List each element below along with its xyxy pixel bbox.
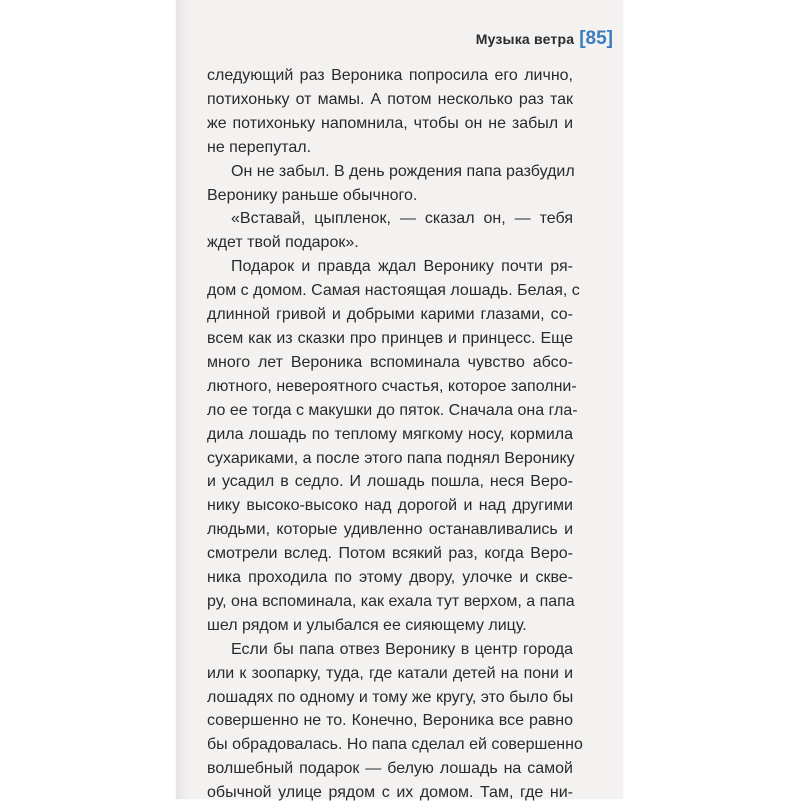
text-line: или к зоопарку, туда, где катали детей на пони и: [207, 664, 573, 682]
text-line: бы обрадовалась. Но папа сделал ей совершенно: [207, 736, 583, 754]
chapter-title: Музыка ветра: [475, 31, 575, 47]
text-line: сухариками, а после этого папа поднял Веронику: [207, 449, 575, 467]
page-number-value: 85: [585, 28, 607, 49]
text-line: волшебный подарок — белую лошадь на самой: [207, 760, 573, 778]
text-line: не перепутал.: [207, 138, 312, 156]
text-line: «Вставай, цыпленок, — сказал он, — тебя: [231, 210, 573, 228]
text-line: много лет Вероника вспоминала чувство абсо-: [207, 353, 573, 371]
running-header: [476, 28, 613, 50]
text-line: смотрели вслед. Потом всякий раз, когда Веро-: [207, 545, 573, 563]
text-line: всем как из сказки про принцев и принцесс. Еще: [207, 329, 573, 347]
text-line: совершенно не то. Конечно, Вероника все равно: [207, 712, 573, 730]
text-line: ждет твой подарок».: [207, 234, 359, 252]
text-line: следующий раз Вероника попросила его лично,: [207, 67, 573, 84]
text-line: нику высоко-высоко над дорогой и над другими: [207, 497, 573, 515]
text-line: же потихоньку напомнила, чтобы он не забыл и: [207, 114, 573, 132]
text-line: Он не забыл. В день рождения папа разбудил: [231, 162, 575, 180]
text-line: Подарок и правда ждал Веронику почти ря-: [231, 258, 573, 276]
text-line: ника проходила по этому двору, улочке и скве-: [207, 569, 573, 587]
text-line: дила лошадь по теплому мягкому носу, кормила: [207, 425, 573, 443]
text-line: шел рядом и улыбался ее сияющему лицу.: [207, 616, 527, 634]
text-line: людьми, которые удивленно останавливались и: [207, 521, 573, 539]
text-line: лютного, невероятного счастья, которое заполни-: [207, 377, 577, 395]
text-line: ло ее тогда с макушки до пяток. Сначала она гла-: [207, 401, 578, 419]
page-number: [85]: [579, 28, 613, 49]
text-line: лошадях по одному и тому же кругу, это было бы: [207, 688, 574, 706]
text-line: обычной улице рядом с их домом. Там, где ни-: [207, 784, 573, 802]
text-line: ру, она вспоминала, как ехала тут верхом, а папа: [207, 592, 575, 610]
text-line: и усадил в седло. И лошадь пошла, неся Веро-: [207, 473, 573, 491]
text-line: Если бы папа отвез Веронику в центр города: [231, 640, 573, 658]
page-gutter-shadow: [176, 0, 190, 799]
text-line: Веронику раньше обычного.: [207, 186, 418, 204]
text-line: дом с домом. Самая настоящая лошадь. Белая, с: [207, 282, 580, 300]
text-line: потихоньку от мамы. А потом несколько раз так: [207, 90, 573, 108]
text-line: длинной гривой и добрыми карими глазами, со-: [207, 306, 573, 324]
body-text: [207, 64, 583, 805]
